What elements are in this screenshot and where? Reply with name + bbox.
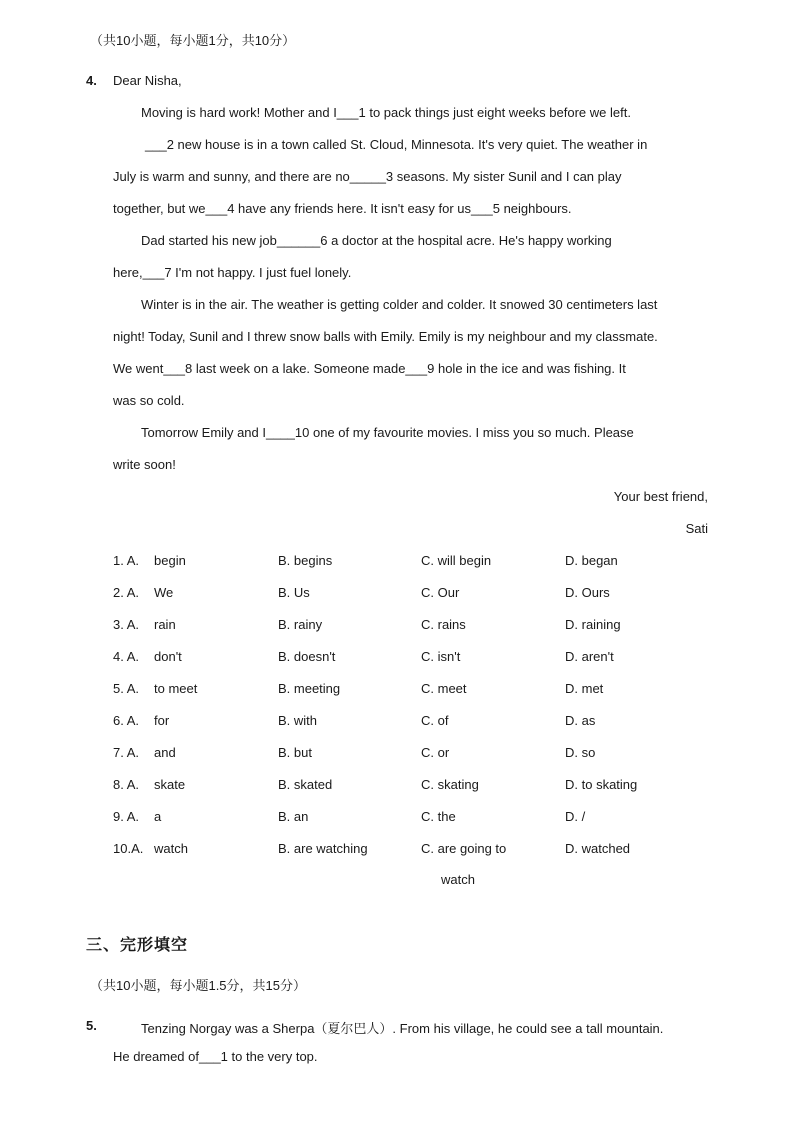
option-d: D. as (565, 713, 596, 728)
option-b: B. an (278, 809, 309, 824)
letter-line: July is warm and sunny, and there are no_____3 seasons. My sister Sunil and I can play (113, 169, 622, 184)
option-d: D. aren't (565, 649, 614, 664)
option-c: C. skating (421, 777, 479, 792)
option-b: B. Us (278, 585, 310, 600)
score-note: （共10小题，每小题1分，共10分） (90, 33, 296, 48)
letter-line: together, but we___4 have any friends here. It isn't easy for us___5 neighbours. (113, 201, 572, 216)
option-number: 8. A. (113, 777, 140, 792)
option-c: C. Our (421, 585, 460, 600)
option-a: begin (154, 553, 186, 568)
option-c: C. or (421, 745, 450, 760)
option-number: 10.A. (113, 841, 144, 856)
letter-line: Winter is in the air. The weather is getting colder and colder. It snowed 30 centimeters last (141, 297, 658, 312)
option-a: skate (154, 777, 186, 792)
option-d: D. so (565, 745, 596, 760)
passage-line: Tenzing Norgay was a Sherpa（夏尔巴人）. From his village, he could see a tall mountain. (141, 1021, 664, 1036)
option-b: B. but (278, 745, 312, 760)
option-c: C. meet (421, 681, 467, 696)
question-number: 4. (86, 73, 97, 88)
option-number: 5. A. (113, 681, 140, 696)
letter-line: Moving is hard work! Mother and I___1 to pack things just eight weeks before we left. (141, 105, 631, 120)
option-a: We (154, 585, 174, 600)
option-d: D. / (565, 809, 586, 824)
option-c: C. the (421, 809, 456, 824)
option-a: don't (154, 649, 182, 664)
option-c: C. isn't (421, 649, 461, 664)
option-a: rain (154, 617, 176, 632)
letter-line: night! Today, Sunil and I threw snow balls with Emily. Emily is my neighbour and my classmate. (113, 329, 658, 344)
option-a: and (154, 745, 176, 760)
option-c-continuation: watch (441, 872, 475, 887)
option-number: 3. A. (113, 617, 140, 632)
option-b: B. rainy (278, 617, 323, 632)
option-d: D. Ours (565, 585, 610, 600)
section-title: 三、完形填空 (86, 937, 189, 954)
passage-line: He dreamed of___1 to the very top. (113, 1049, 318, 1064)
letter-line: Tomorrow Emily and I____10 one of my favourite movies. I miss you so much. Please (141, 425, 634, 440)
option-b: B. skated (278, 777, 333, 792)
letter-signature: Sati (685, 521, 708, 536)
option-d: D. met (565, 681, 604, 696)
option-c: C. of (421, 713, 449, 728)
option-number: 2. A. (113, 585, 140, 600)
letter-line: here,___7 I'm not happy. I just fuel lonely. (113, 265, 352, 280)
option-d: D. to skating (565, 777, 638, 792)
question-number: 5. (86, 1018, 97, 1033)
option-d: D. raining (565, 617, 621, 632)
option-number: 4. A. (113, 649, 140, 664)
option-a: for (154, 713, 170, 728)
option-d: D. watched (565, 841, 631, 856)
option-b: B. begins (278, 553, 333, 568)
option-b: B. are watching (278, 841, 368, 856)
option-a: to meet (154, 681, 198, 696)
option-d: D. began (565, 553, 618, 568)
letter-closing: Your best friend, (613, 489, 708, 504)
option-b: B. meeting (278, 681, 341, 696)
letter-line: write soon! (113, 457, 176, 472)
letter-line: Dad started his new job______6 a doctor at the hospital acre. He's happy working (141, 233, 612, 248)
letter-line: We went___8 last week on a lake. Someone made___9 hole in the ice and was fishing. It (113, 361, 626, 376)
option-number: 7. A. (113, 745, 140, 760)
option-number: 1. A. (113, 553, 140, 568)
option-a: watch (154, 841, 188, 856)
option-c: C. will begin (421, 553, 492, 568)
option-b: B. with (278, 713, 318, 728)
letter-line: was so cold. (113, 393, 185, 408)
option-b: B. doesn't (278, 649, 336, 664)
letter-salutation: Dear Nisha, (113, 73, 182, 88)
score-note: （共10小题，每小题1.5分，共15分） (90, 978, 306, 993)
option-c: C. are going to (421, 841, 507, 856)
option-c: C. rains (421, 617, 466, 632)
letter-line: ___2 new house is in a town called St. Cloud, Minnesota. It's very quiet. The weather in (145, 137, 648, 152)
option-number: 6. A. (113, 713, 140, 728)
option-a: a (154, 809, 162, 824)
option-number: 9. A. (113, 809, 140, 824)
